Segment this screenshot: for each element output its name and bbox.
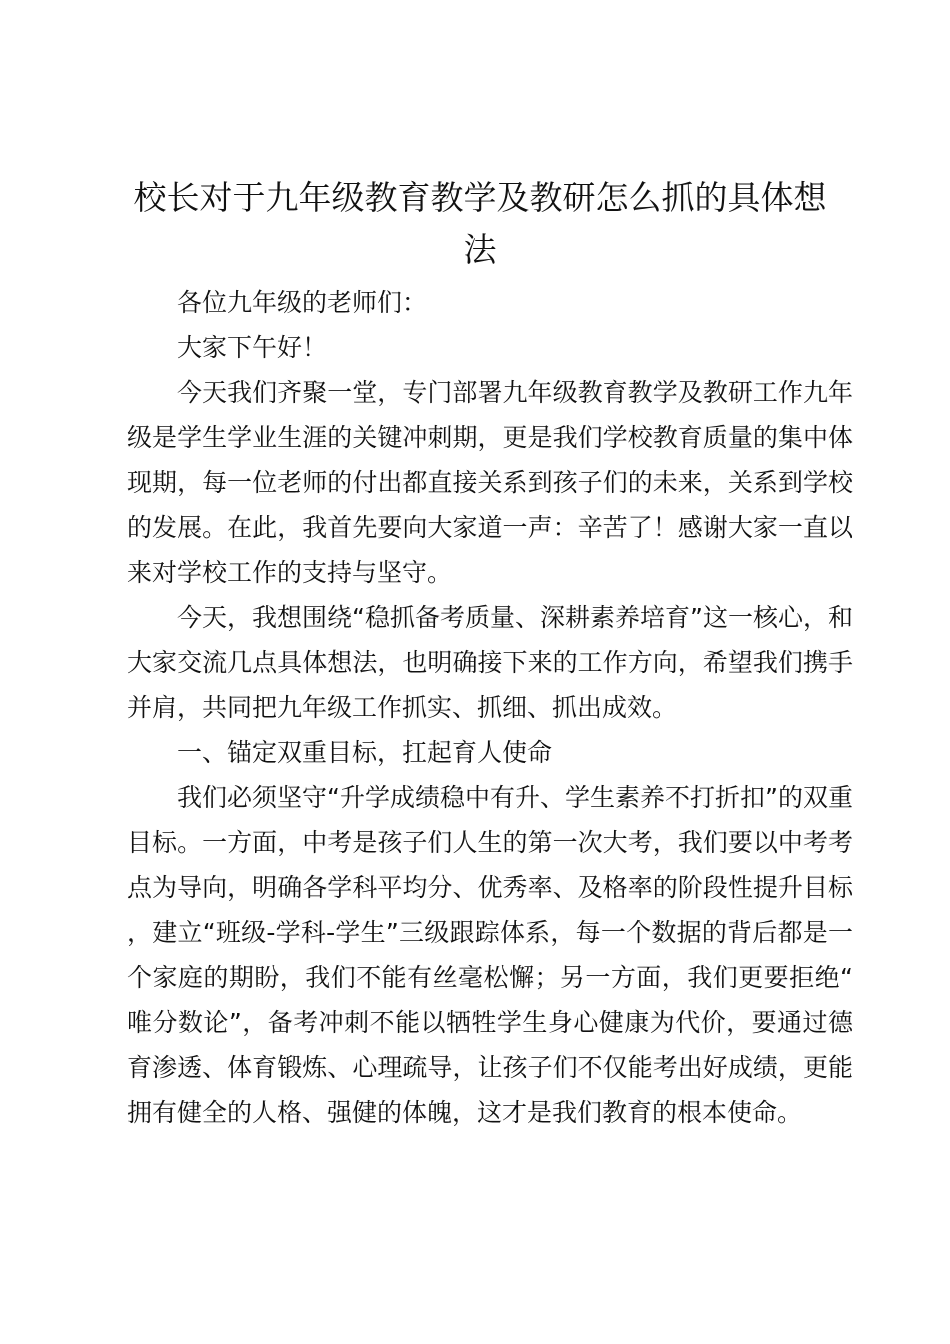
salutation: 各位九年级的老师们： — [177, 288, 428, 317]
document-body — [127, 280, 853, 1135]
paragraph-opening: 今天我们齐聚一堂，专门部署九年级教育教学及教研工作九年级是学生学业生涯的关键冲刺期，更是我们学校教育质量的集中体现期，每一位老师的付出都直接关系到孩子们的未来，关系到学校的发展。在此，我首先要向大家道一声：辛苦了！感谢大家一直以来对学校工作的支持与坚守。 — [127, 378, 853, 587]
paragraph-theme: 今天，我想围绕“稳抓备考质量、深耕素养培育”这一核心，和大家交流几点具体想法，也明确接下来的工作方向，希望我们携手并肩，共同把九年级工作抓实、抓细、抓出成效。 — [127, 603, 853, 722]
section-text-1: 我们必须坚守“升学成绩稳中有升、学生素养不打折扣”的双重目标。一方面，中考是孩子们人生的第一次大考，我们要以中考考点为导向，明确各学科平均分、优秀率、及格率的阶段性提升目标，建立“班级-学科-学生”三级跟踪体系，每一个数据的背后都是一个家庭的期盼，我们不能有丝毫松懈；另一方面，我们更要拒绝“唯分数论”，备考冲刺不能以牺牲学生身心健康为代价，要通过德育渗透、体育锻炼、心理疏导，让孩子们不仅能考出好成绩，更能拥有健全的人格、强健的体魄，这才是我们教育的根本使命。 — [127, 783, 853, 1127]
greeting: 大家下午好！ — [177, 333, 328, 362]
section-heading-1: 一、锚定双重目标，扛起育人使命 — [177, 738, 553, 767]
document-title: 校长对于九年级教育教学及教研怎么抓的具体想法 — [133, 178, 827, 269]
